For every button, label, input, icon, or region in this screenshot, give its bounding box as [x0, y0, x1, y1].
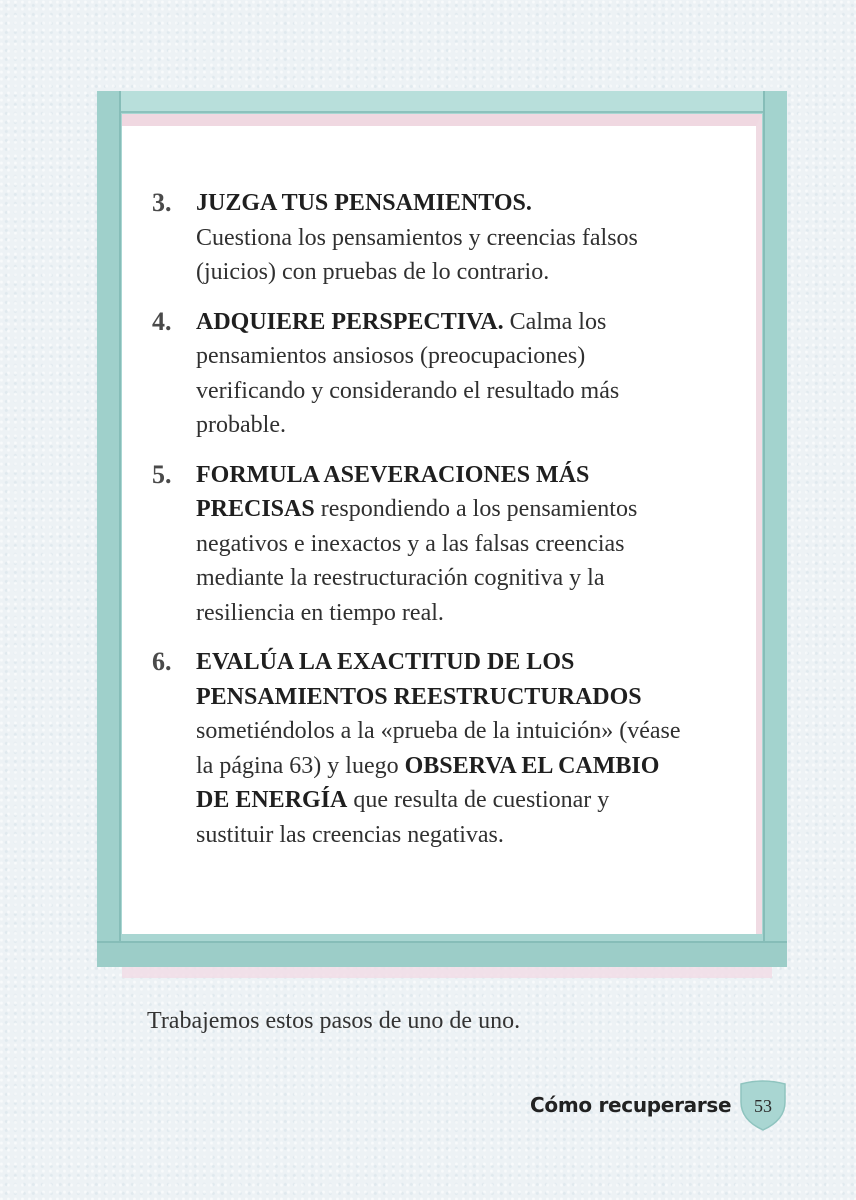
- step-text: respondiendo a los pensamientos negativos e inexactos y a las falsas creencias mediante la reestructuración cognitiva y la resiliencia en tiempo real.: [196, 496, 638, 626]
- step-heading: ADQUIERE PERSPECTIVA.: [196, 308, 504, 335]
- closing-sentence: Trabajemos estos pasos de uno de uno.: [147, 1008, 521, 1034]
- step-heading: JUZGA TUS PENSAMIENTOS.: [196, 190, 532, 216]
- page-number-badge: [738, 1080, 788, 1132]
- step-text: sometiéndolos a la «prueba de la intuición» (véase la página 63) y luego: [196, 718, 681, 779]
- step-number: 3.: [152, 188, 172, 217]
- steps-list: [152, 186, 692, 867]
- running-footer-title: Cómo recuperarse: [530, 1093, 732, 1117]
- step-item-4: [152, 305, 692, 443]
- step-number: 5.: [152, 459, 172, 489]
- step-text-secondary: que resulta de cuestionar y sustituir las creencias negativas.: [196, 787, 610, 848]
- step-number: 6.: [152, 647, 172, 676]
- step-heading: EVALÚA LA EXACTITUD DE LOS PENSAMIENTOS REESTRUCTURADOS: [196, 649, 642, 710]
- step-heading-secondary: OBSERVA EL CAMBIO DE ENERGÍA: [196, 752, 660, 813]
- page-number: 53: [754, 1096, 772, 1116]
- step-heading: FORMULA ASEVERACIONES MÁS PRECISAS: [196, 461, 590, 522]
- step-item-6: [152, 645, 692, 852]
- step-item-3: [152, 186, 692, 290]
- step-item-5: [152, 458, 692, 631]
- step-text: Calma los pensamientos ansiosos (preocupaciones) verificando y considerando el resultado más probable.: [196, 308, 620, 438]
- step-text: Cuestiona los pensamientos y creencias falsos (juicios) con pruebas de lo contrario.: [196, 224, 638, 285]
- step-number: 4.: [152, 306, 172, 336]
